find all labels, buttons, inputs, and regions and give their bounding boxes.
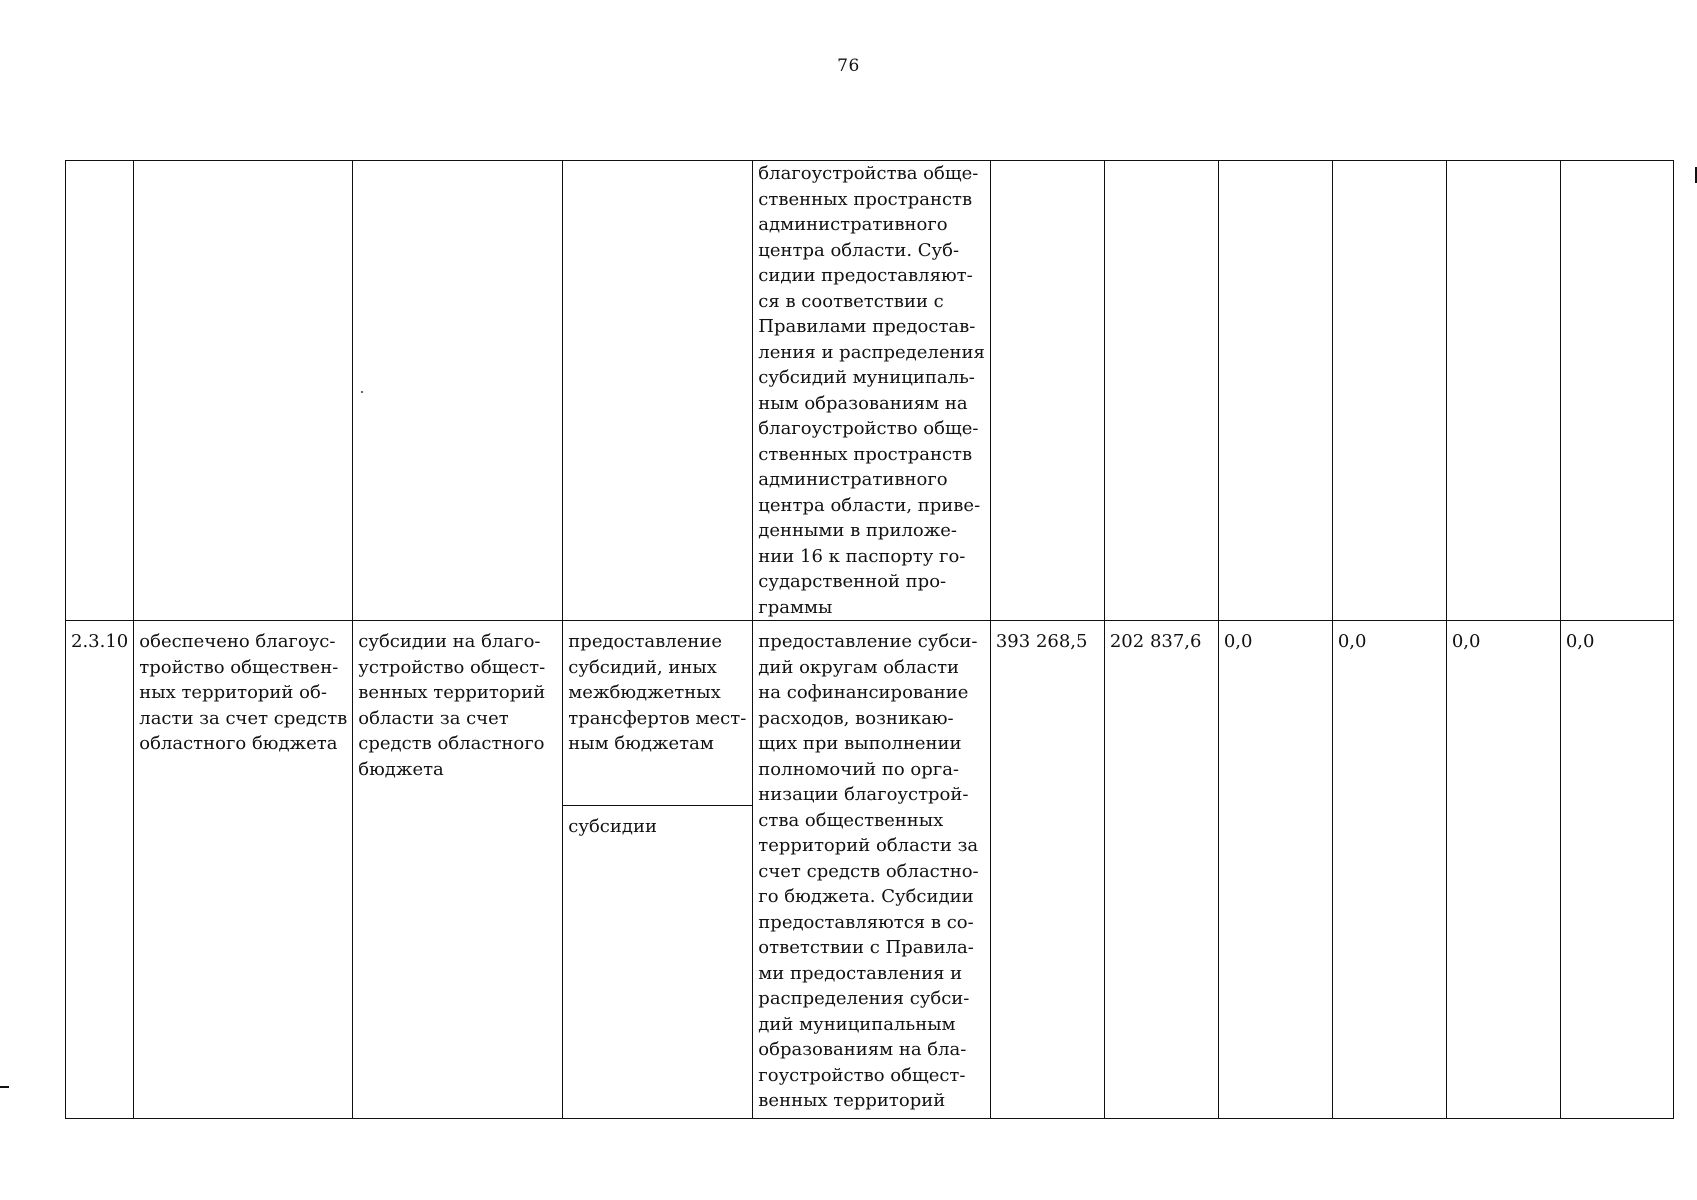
text-line: обеспечено благоус- (139, 631, 336, 652)
text-line: предоставляются в со- (758, 911, 974, 933)
text-line: Правилами предостав- (758, 316, 976, 337)
cell-value-3 (1218, 621, 1332, 1119)
cell-value (1446, 161, 1560, 621)
text-line: средств областного (358, 733, 545, 754)
text-line: венных территорий (758, 1090, 946, 1111)
cell-value-5 (1446, 621, 1560, 1119)
text-line: расходов, возникаю- (758, 707, 954, 729)
cell-value-6 (1560, 621, 1673, 1119)
text-line: субсидий муниципаль- (758, 367, 975, 388)
type-text (568, 629, 747, 757)
text-line: счет средств областно- (758, 860, 979, 882)
cell-type (563, 621, 753, 1119)
text-line: ства общественных (758, 809, 944, 831)
text-line: субсидий, иных (568, 656, 717, 678)
text-line: венных территорий (358, 682, 546, 703)
text-line: низации благоустрой- (758, 784, 969, 805)
cell-type (563, 161, 753, 621)
cell-value-2 (1104, 621, 1218, 1119)
text-line: предоставление (568, 631, 723, 652)
text-line: субсидии на благо- (358, 631, 541, 652)
program-measures-table (65, 160, 1674, 1119)
cell-description (753, 161, 991, 621)
text-line: благоустройства обще- (758, 163, 979, 184)
type-main (563, 621, 752, 806)
text-line: административного (758, 214, 948, 235)
cell-number (66, 161, 134, 621)
scan-edge-mark (0, 1086, 9, 1088)
text-line: ственных пространств (758, 188, 973, 210)
cell-description (753, 621, 991, 1119)
text-line: устройство общест- (358, 656, 546, 678)
text-line: трансфертов мест- (568, 707, 747, 729)
text-line: граммы (758, 596, 833, 618)
description-text (758, 161, 985, 620)
text-line: межбюджетных (568, 682, 721, 703)
cell-value (1332, 161, 1446, 621)
text-line: дий муниципальным (758, 1013, 956, 1035)
text-line: бюджета (358, 758, 444, 780)
text-line: административного (758, 469, 948, 490)
cell-value (1560, 161, 1673, 621)
value: 0,0 (1565, 631, 1595, 652)
text-line: территорий области за (758, 835, 979, 856)
cell-value-4 (1332, 621, 1446, 1119)
text-line: щих при выполнении (758, 733, 962, 754)
text-line: области за счет (358, 707, 509, 729)
cell-value (1218, 161, 1332, 621)
text-line: предоставление субси- (758, 631, 978, 652)
value: 0,0 (1223, 631, 1253, 652)
measure-text (358, 629, 557, 782)
text-line: благоустройство обще- (758, 418, 979, 439)
description-text (758, 629, 985, 1114)
value: 0,0 (1451, 631, 1481, 652)
text-line: тройство обществен- (139, 656, 339, 678)
type-sub (563, 806, 752, 840)
text-line: ных территорий об- (139, 682, 327, 703)
text-line: нии 16 к паспорту го- (758, 545, 966, 567)
text-line: сударственной про- (758, 571, 947, 592)
text-line: ным образованиям на (758, 392, 968, 414)
row-number: 2.3.10 (71, 631, 129, 652)
text-line: ным бюджетам (568, 733, 714, 754)
text-line: ответствии с Правила- (758, 937, 974, 958)
cell-result (134, 621, 353, 1119)
table-row-continuation (66, 161, 1674, 621)
cell-number (66, 621, 134, 1119)
table-row-2-3-10 (66, 621, 1674, 1119)
text-line: ми предоставления и (758, 962, 963, 984)
text-line: гоустройство общест- (758, 1064, 966, 1086)
page-number: 76 (837, 56, 860, 76)
text-line: денными в приложе- (758, 520, 958, 541)
value: 202 837,6 (1109, 631, 1202, 652)
text-line: ления и распределения (758, 341, 985, 363)
text-line: го бюджета. Субсидии (758, 886, 974, 907)
cell-result (134, 161, 353, 621)
cell-measure (353, 621, 563, 1119)
text-line: областного бюджета (139, 733, 338, 754)
text-line: центра области. Суб- (758, 239, 960, 261)
text-line: ственных пространств (758, 443, 973, 465)
text-line: на софинансирование (758, 682, 969, 703)
text-line: сидии предоставляют- (758, 265, 973, 286)
cell-value (990, 161, 1104, 621)
cell-value-1 (990, 621, 1104, 1119)
text-line: образованиям на бла- (758, 1039, 967, 1060)
subtype-text: субсидии (568, 816, 657, 837)
cell-value (1104, 161, 1218, 621)
text-line: дий округам области (758, 656, 960, 678)
cell-measure (353, 161, 563, 621)
text-line: центра области, приве- (758, 494, 981, 516)
text-line: полномочий по орга- (758, 758, 960, 780)
text-line: ласти за счет средств (139, 707, 348, 729)
value: 393 268,5 (995, 631, 1088, 652)
value: 0,0 (1337, 631, 1367, 652)
result-text (139, 629, 347, 757)
text-line: распределения субси- (758, 988, 970, 1009)
text-line: ся в соответствии с (758, 290, 944, 312)
